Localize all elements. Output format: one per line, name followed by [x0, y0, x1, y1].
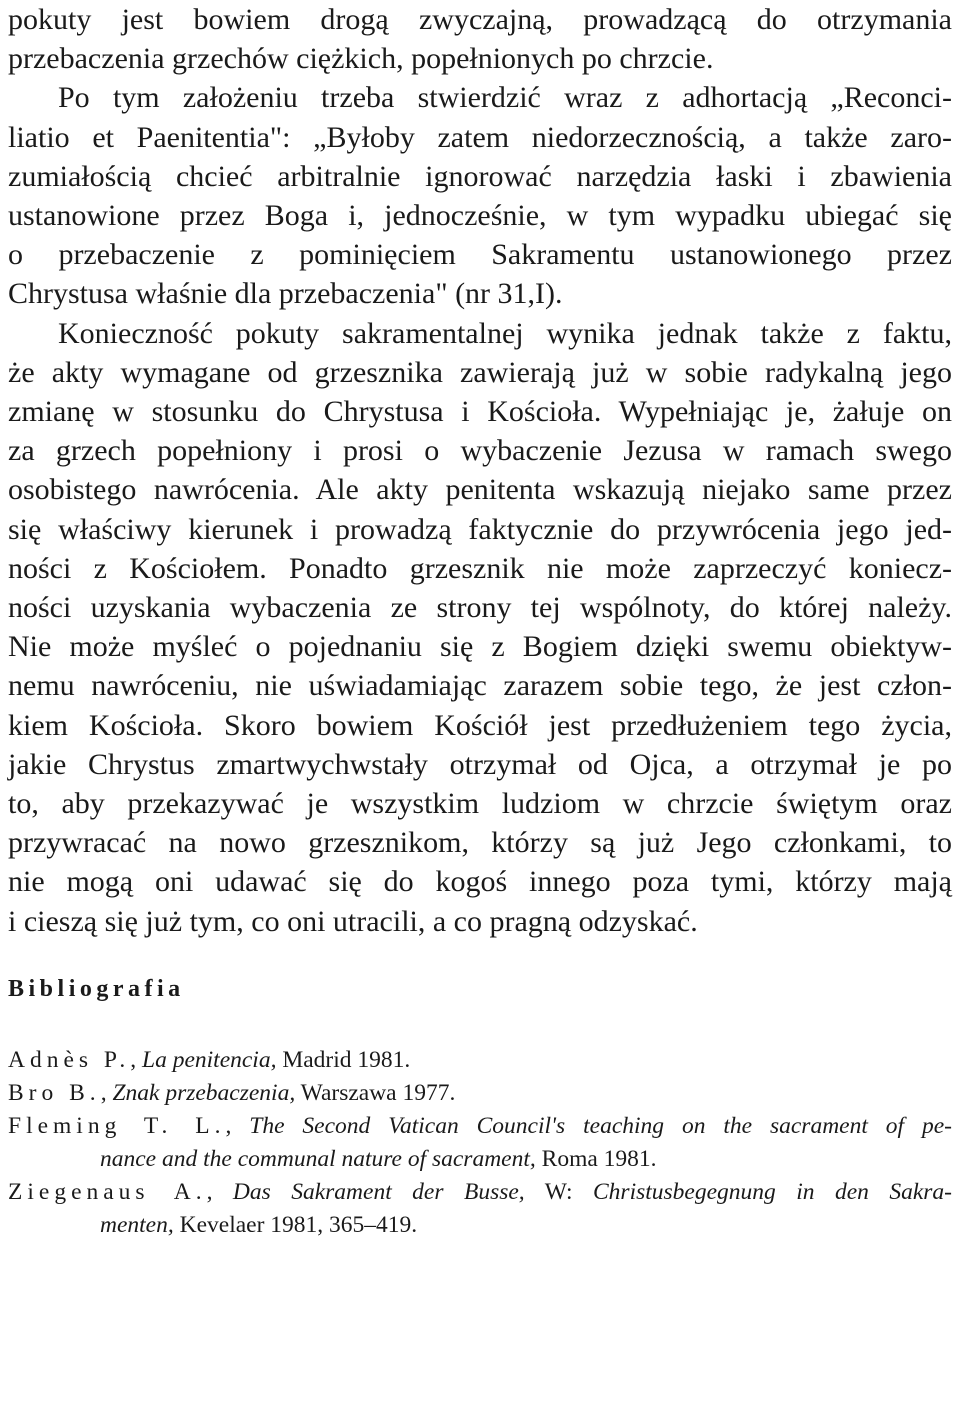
entry-title: Znak przebaczenia,: [112, 1080, 296, 1106]
entry-author: Adnès P.: [8, 1047, 131, 1073]
entry-publication: Warszawa 1977.: [295, 1080, 456, 1106]
document-page: [8, 0, 953, 1238]
text-line: zmianę w stosunku do Chrystusa i Kościoła. Wypełniając je, żałuje on: [8, 395, 952, 429]
entry-title-continued: nance and the communal nature of sacrament,: [100, 1146, 536, 1172]
text-line: przywracać na nowo grzesznikom, którzy są już Jego członkami, to: [8, 826, 952, 860]
text-line: pokuty jest bowiem drogą zwyczajną, prowadzącą do otrzymania: [8, 3, 952, 36]
text-line: zumiałością chcieć arbitralnie ignorować narzędzia łaski i zbawienia: [8, 159, 952, 193]
text-line: ności uzyskania wybaczenia ze strony tej wspólnoty, do której należy.: [8, 591, 952, 625]
text-line: przebaczenia grzechów ciężkich, popełnionych po chrzcie.: [8, 42, 714, 76]
bibliography-entry: Fleming T. L., The Second Vatican Council's teaching on the sacrament of pe- nance and the communal nature of sacrament, Roma 1981.: [8, 1113, 953, 1172]
entry-publication: Roma 1981.: [535, 1146, 657, 1172]
text-line: za grzech popełniony i prosi o wybaczenie Jezusa w ramach swego: [8, 434, 952, 468]
entry-title: Das Sakrament der Busse,: [232, 1179, 525, 1205]
text-line: i cieszą się już tym, co oni utracili, a co pragną odzyskać.: [8, 904, 698, 938]
text-line: Nie może myśleć o pojednaniu się z Bogiem dzięki swemu obiektyw-: [8, 630, 952, 664]
entry-in: W:: [524, 1179, 593, 1205]
text-line: ności z Kościołem. Ponadto grzesznik nie może zaprzeczyć koniecz-: [8, 551, 952, 585]
text-line: się właściwy kierunek i prowadzą faktycznie do przywrócenia jego jed-: [8, 512, 952, 546]
text-line: nemu nawróceniu, nie uświadamiając zarazem sobie tego, że jest człon-: [8, 669, 952, 703]
bibliography-entry: Ziegenaus A., Das Sakrament der Busse, W: Christusbegegnung in den Sakra- menten, Kevelaer 1981, 365–419.: [8, 1179, 952, 1238]
entry-author: Ziegenaus A.: [8, 1179, 207, 1205]
text-line: jakie Chrystus zmartwychwstały otrzymał od Ojca, a otrzymał je po: [8, 747, 952, 781]
text-line: to, aby przekazywać je wszystkim ludziom w chrzcie świętym oraz: [8, 787, 952, 821]
text-line: kiem Kościoła. Skoro bowiem Kościół jest przedłużeniem tego życia,: [8, 708, 952, 742]
bibliography-entry: Adnès P., La penitencia, Madrid 1981.: [8, 1047, 411, 1073]
entry-author: Fleming T. L.: [8, 1113, 226, 1139]
text-line: Konieczność pokuty sakramentalnej wynika jednak także z faktu,: [58, 316, 952, 350]
entry-publication: Madrid 1981.: [276, 1047, 411, 1073]
entry-book-title: Christusbegegnung in den Sakra-: [593, 1179, 952, 1205]
entry-title: The Second Vatican Council's teaching on the sacrament of pe-: [249, 1113, 953, 1139]
text-line: ustanowione przez Boga i, jednocześnie, w tym wypadku ubiegać się: [8, 199, 952, 233]
bibliography-entry: Bro B., Znak przebaczenia, Warszawa 1977.: [8, 1080, 456, 1106]
text-line: liatio et Paenitentia": „Byłoby zatem niedorzecznością, a także zaro-: [8, 120, 952, 154]
text-line: o przebaczenie z pominięciem Sakramentu ustanowionego przez: [8, 238, 952, 272]
text-line: nie mogą oni udawać się do kogoś innego poza tymi, którzy mają: [8, 865, 952, 899]
text-line: Chrystusa właśnie dla przebaczenia" (nr 31,I).: [8, 277, 563, 311]
bibliography-heading: Bibliografia: [8, 976, 185, 1002]
entry-title-continued: menten,: [100, 1212, 174, 1238]
text-line: osobistego nawrócenia. Ale akty penitenta wskazują niejako same przez: [8, 473, 952, 507]
text-line: Po tym założeniu trzeba stwierdzić wraz z adhortacją „Reconci-: [58, 81, 952, 115]
entry-publication: Kevelaer 1981, 365–419.: [173, 1212, 418, 1238]
text-line: że akty wymagane od grzesznika zawierają już w sobie radykalną jego: [8, 355, 952, 389]
entry-title: La penitencia,: [142, 1047, 277, 1073]
body-paragraphs: [8, 0, 952, 941]
entry-author: Bro B.: [8, 1080, 101, 1106]
bibliography-list: [8, 1044, 952, 1242]
